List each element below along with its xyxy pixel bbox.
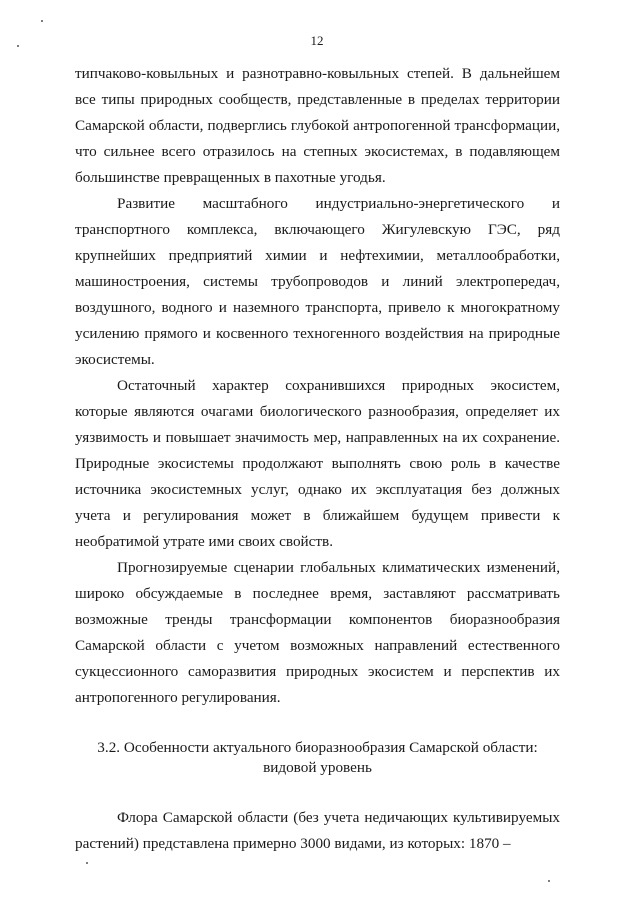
scan-speck [17,45,19,47]
page-number: 12 [310,33,324,48]
scan-speck [548,880,550,882]
paragraph-steppe-transformation: типчаково-ковыльных и разнотравно-ковыльных степей. В дальнейшем все типы природных сообществ, представленные в пределах территории Самарской области, подверглись глубокой антропогенной трансформации, что сильнее всего отразилось на степных экосистемах, в подавляющем большинстве превращенных в пахотные угодья. [75,65,560,186]
scan-speck [41,20,43,22]
page-body [75,61,560,857]
section-heading [75,738,560,778]
section-heading-line-2: видовой уровень [263,759,372,776]
paragraph-residual-ecosystems: Остаточный характер сохранившихся природных экосистем, которые являются очагами биологического разнообразия, определяет их уязвимость и повышает значимость мер, направленных на их сохранение. Природные экосистемы продолжают выполнять свою роль в качестве источника экосистемных услуг, однако их эксплуатация без должных учета и регулирования может в ближайшем будущем привести к необратимой утрате ими своих свойств. [75,377,560,550]
section-heading-line-1: 3.2. Особенности актуального биоразнообразия Самарской области: [97,739,538,756]
paragraph-flora-count: Флора Самарской области (без учета недичающих культивируемых растений) представлена примерно 3000 видами, из которых: 1870 – [75,809,560,852]
scan-speck [86,862,88,864]
paragraph-climate-scenarios: Прогнозируемые сценарии глобальных климатических изменений, широко обсуждаемые в последнее время, заставляют рассматривать возможные тренды трансформации компонентов биоразнообразия Самарской области с учетом возможных направлений естественного сукцессионного саморазвития природных экосистем и перспектив их антропогенного регулирования. [75,559,560,706]
paragraph-industrial-development: Развитие масштабного индустриально-энергетического и транспортного комплекса, включающего Жигулевскую ГЭС, ряд крупнейших предприятий химии и нефтехимии, металлообработки, машиностроения, системы трубопроводов и линий электропередач, воздушного, водного и наземного транспорта, привело к многократному усилению прямого и косвенного техногенного воздействия на природные экосистемы. [75,195,560,368]
